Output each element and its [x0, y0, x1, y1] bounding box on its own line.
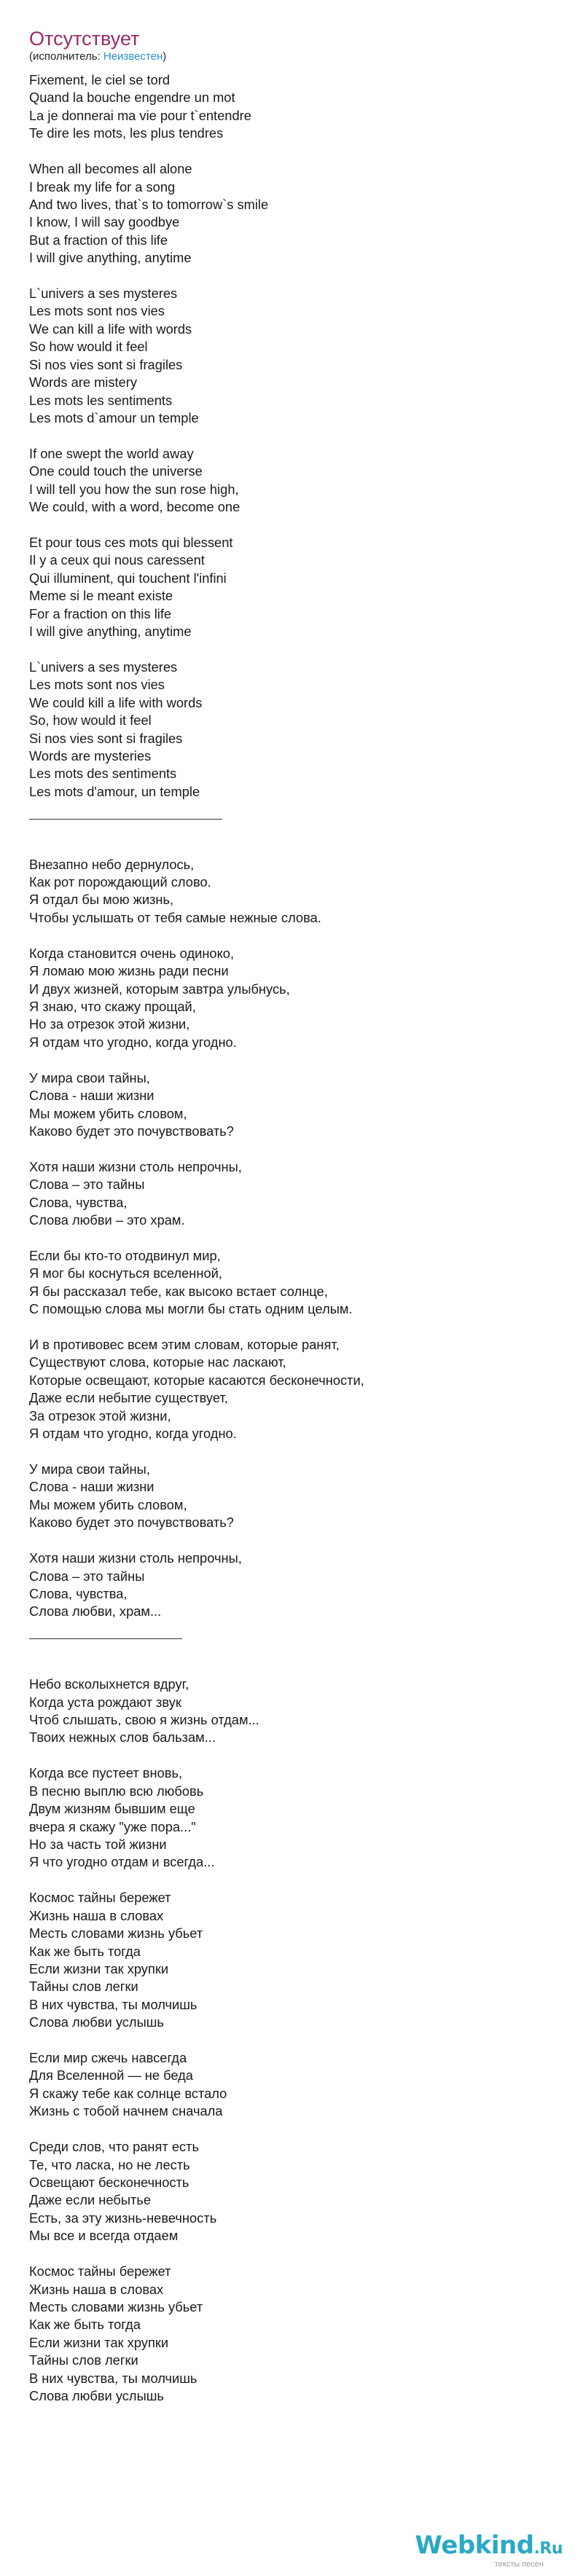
lyric-line: Как же быть тогда	[29, 1943, 141, 1959]
lyric-line: Каково будет это почувствовать?	[29, 1515, 234, 1531]
site-logo[interactable]	[415, 2532, 563, 2569]
logo-caption: тексты песен	[494, 2560, 544, 2569]
lyric-line: Хотя наши жизни столь непрочны,	[29, 1158, 242, 1174]
lyric-line: Слова любви услышь	[29, 2014, 164, 2030]
lyric-line: If one swept the world away	[29, 445, 194, 461]
lyric-line: Слова, чувства,	[29, 1585, 128, 1601]
lyric-line: Даже если небытье	[29, 2192, 152, 2208]
lyric-line: Когда все пустеет вновь,	[29, 1765, 183, 1781]
lyrics-stanza	[29, 1247, 554, 1319]
lyric-line: Небо всколыхнется вдруг,	[29, 1676, 189, 1692]
lyric-line: L`univers a ses mysteres	[29, 286, 178, 302]
lyric-line: Les mots sont nos vies	[29, 303, 165, 319]
lyric-line: Fixement, le ciel se tord	[29, 72, 171, 87]
lyrics-stanza	[29, 534, 554, 640]
lyric-line: С помощью слова мы могли бы стать одним целым.	[29, 1301, 353, 1317]
lyric-line: Если жизни так хрупки	[29, 2334, 169, 2350]
lyrics-stanza	[29, 160, 554, 267]
lyrics-stanza	[29, 445, 554, 517]
lyric-line: Те, что ласка, но не лесть	[29, 2156, 190, 2172]
lyric-line: Quand la bouche engendre un mot	[29, 90, 235, 106]
lyric-line: Я ломаю мою жизнь ради песни	[29, 963, 229, 979]
lyric-line: Чтоб слышать, свою я жизнь отдам...	[29, 1712, 259, 1728]
lyric-line: Слова любви услышь	[29, 2387, 164, 2403]
lyric-line: Я знаю, что скажу прощай,	[29, 998, 196, 1014]
lyric-line: Я мог бы коснуться вселенной,	[29, 1265, 222, 1281]
lyric-line: La je donnerai ma vie pour t`entendre	[29, 107, 251, 123]
logo-tld: .Ru	[533, 2540, 563, 2558]
lyric-line: Te dire les mots, les plus tendres	[29, 125, 224, 141]
lyric-line: Каково будет это почувствовать?	[29, 1123, 234, 1139]
lyrics-stanza	[29, 1461, 554, 1532]
lyrics-stanza	[29, 1336, 554, 1442]
lyrics-stanza	[29, 1069, 554, 1141]
lyric-line: I will give anything, anytime	[29, 623, 192, 639]
lyric-line: And two lives, that`s to tomorrow`s smile	[29, 196, 269, 212]
lyric-line: Есть, за эту жизнь-невечность	[29, 2210, 217, 2226]
lyric-line: Meme si le meant existe	[29, 588, 173, 604]
lyric-line: Даже если небытие существует,	[29, 1390, 228, 1406]
lyric-line: Words are mysteries	[29, 747, 152, 763]
lyric-line: Les mots d'amour, un temple	[29, 783, 200, 799]
lyrics-stanza	[29, 945, 554, 1051]
lyric-line: Words are mistery	[29, 374, 137, 390]
lyric-line: But a fraction of this life	[29, 232, 168, 248]
lyric-line: У мира свои тайны,	[29, 1461, 150, 1477]
lyric-line: Слова любви – это храм.	[29, 1212, 185, 1228]
lyrics-body	[29, 71, 554, 2423]
lyric-line: Я бы рассказал тебе, как высоко встает солнце,	[29, 1283, 328, 1299]
lyric-line: Твоих нежных слов бальзам...	[29, 1729, 216, 1746]
lyric-line: Существуют слова, которые нас ласкают,	[29, 1354, 286, 1370]
lyric-line: Когда становится очень одиноко,	[29, 945, 235, 961]
lyric-line: Как рот порождающий слово.	[29, 874, 211, 890]
lyric-line: Мы можем убить словом,	[29, 1496, 187, 1512]
lyric-line: Les mots les sentiments	[29, 392, 173, 408]
lyric-line: Месть словами жизнь убьет	[29, 2298, 203, 2314]
lyric-line: Les mots sont nos vies	[29, 677, 165, 693]
artist-link[interactable]: Неизвестен	[103, 50, 163, 63]
lyric-line: Хотя наши жизни столь непрочны,	[29, 1550, 242, 1566]
lyric-line: Les mots des sentiments	[29, 766, 177, 782]
lyric-line: We could, with a word, become one	[29, 499, 240, 515]
lyric-line: Мы все и всегда отдаем	[29, 2228, 179, 2244]
lyric-line: Но за отрезок этой жизни,	[29, 1016, 190, 1032]
lyric-line: For a fraction on this life	[29, 605, 172, 621]
lyrics-stanza	[29, 659, 554, 801]
lyric-line: Когда уста рождают звук	[29, 1694, 181, 1710]
lyric-line: Тайны слов легки	[29, 2352, 138, 2368]
logo-word: Webkind	[415, 2531, 534, 2560]
lyric-line: Я что угодно отдам и всегда...	[29, 1854, 215, 1870]
lyric-line: И двух жизней, которым завтра улыбнусь,	[29, 981, 290, 997]
lyric-line: Жизнь с тобой начнем сначала	[29, 2103, 223, 2119]
page-title: Отсутствует	[29, 28, 140, 50]
lyrics-stanza	[29, 285, 554, 427]
lyric-line: Я отдам что угодно, когда угодно.	[29, 1426, 237, 1442]
lyrics-stanza	[29, 1676, 554, 1747]
lyric-line: So, how would it feel	[29, 712, 152, 729]
lyric-line: Внезапно небо дернулось,	[29, 856, 195, 872]
lyric-line: В них чувства, ты молчишь	[29, 2370, 197, 2386]
lyric-line: Если бы кто-то отодвинул мир,	[29, 1247, 221, 1263]
lyric-line: Освещают бесконечность	[29, 2175, 189, 2190]
lyric-line: L`univers a ses mysteres	[29, 659, 178, 675]
lyric-line: вчера я скажу "уже пора..."	[29, 1818, 196, 1834]
lyric-line: We can kill a life with words	[29, 321, 192, 337]
lyric-line: Я скажу тебе как солнце встало	[29, 2085, 227, 2101]
lyric-line: Слова - наши жизни	[29, 1479, 154, 1495]
lyrics-stanza	[29, 1889, 554, 2031]
section-divider	[29, 1638, 182, 1639]
lyrics-stanza	[29, 1158, 554, 1230]
lyric-line: Тайны слов легки	[29, 1979, 138, 1995]
lyric-line: Жизнь наша в словах	[29, 2281, 164, 2297]
lyric-line: I break my life for a song	[29, 178, 176, 195]
logo-wordmark	[415, 2532, 563, 2563]
lyric-line: Которые освещают, которые касаются бесконечности,	[29, 1372, 364, 1388]
section-divider	[29, 819, 222, 820]
lyrics-stanza	[29, 1764, 554, 1871]
lyric-line: I will tell you how the sun rose high,	[29, 481, 239, 497]
lyric-line: Si nos vies sont si fragiles	[29, 356, 183, 372]
artist-prefix: (исполнитель:	[29, 50, 103, 63]
artist-suffix: )	[163, 50, 167, 63]
lyric-line: Я отдал бы мою жизнь,	[29, 892, 174, 908]
lyrics-stanza	[29, 1550, 554, 1621]
lyric-line: Двум жизням бывшим еще	[29, 1801, 195, 1817]
lyric-line: У мира свои тайны,	[29, 1069, 150, 1085]
lyric-line: Для Вселенной — не беда	[29, 2068, 193, 2084]
lyric-line: Чтобы услышать от тебя самые нежные слова.	[29, 909, 321, 925]
lyric-line: Космос тайны бережет	[29, 1890, 171, 1906]
lyric-line: Как же быть тогда	[29, 2317, 141, 2333]
lyric-line: Слова, чувства,	[29, 1194, 128, 1210]
lyric-line: One could touch the universe	[29, 463, 203, 479]
lyric-line: I will give anything, anytime	[29, 250, 192, 266]
lyric-line: So how would it feel	[29, 339, 148, 355]
lyric-line: Слова – это тайны	[29, 1568, 145, 1584]
lyric-line: Слова любви, храм...	[29, 1603, 162, 1619]
lyric-line: Слова - наши жизни	[29, 1088, 154, 1104]
lyrics-stanza	[29, 71, 554, 143]
lyric-line: We could kill a life with words	[29, 694, 203, 710]
lyric-line: Среди слов, что ранят есть	[29, 2139, 200, 2155]
lyric-line: И в противовес всем этим словам, которые ранят,	[29, 1337, 340, 1353]
lyric-line: Я отдам что угодно, когда угодно.	[29, 1034, 237, 1050]
lyrics-stanza	[29, 2049, 554, 2121]
lyric-line: Если жизни так хрупки	[29, 1960, 169, 1976]
lyrics-stanza	[29, 856, 554, 927]
artist-line	[29, 50, 166, 64]
lyric-line: Но за часть той жизни	[29, 1837, 167, 1852]
lyrics-stanza	[29, 2138, 554, 2245]
lyric-line: Слова – это тайны	[29, 1177, 145, 1193]
lyric-line: Космос тайны бережет	[29, 2263, 171, 2279]
lyric-line: Qui illuminent, qui touchent l'infini	[29, 570, 227, 586]
lyric-line: Il y a ceux qui nous caressent	[29, 552, 205, 568]
lyric-line: I know, I will say goodbye	[29, 214, 180, 230]
lyric-line: Жизнь наша в словах	[29, 1907, 164, 1923]
lyric-line: В них чувства, ты молчишь	[29, 1996, 197, 2012]
lyric-line: Les mots d`amour un temple	[29, 409, 199, 425]
lyric-line: Если мир сжечь навсегда	[29, 2050, 187, 2066]
lyric-line: Et pour tous ces mots qui blessent	[29, 534, 233, 550]
lyrics-stanza	[29, 2263, 554, 2405]
lyric-line: В песню выплю всю любовь	[29, 1783, 204, 1799]
lyric-line: Si nos vies sont si fragiles	[29, 730, 183, 746]
lyric-line: За отрезок этой жизни,	[29, 1407, 171, 1424]
lyric-line: When all becomes all alone	[29, 161, 192, 177]
lyric-line: Месть словами жизнь убьет	[29, 1925, 203, 1941]
lyric-line: Мы можем убить словом,	[29, 1105, 187, 1121]
